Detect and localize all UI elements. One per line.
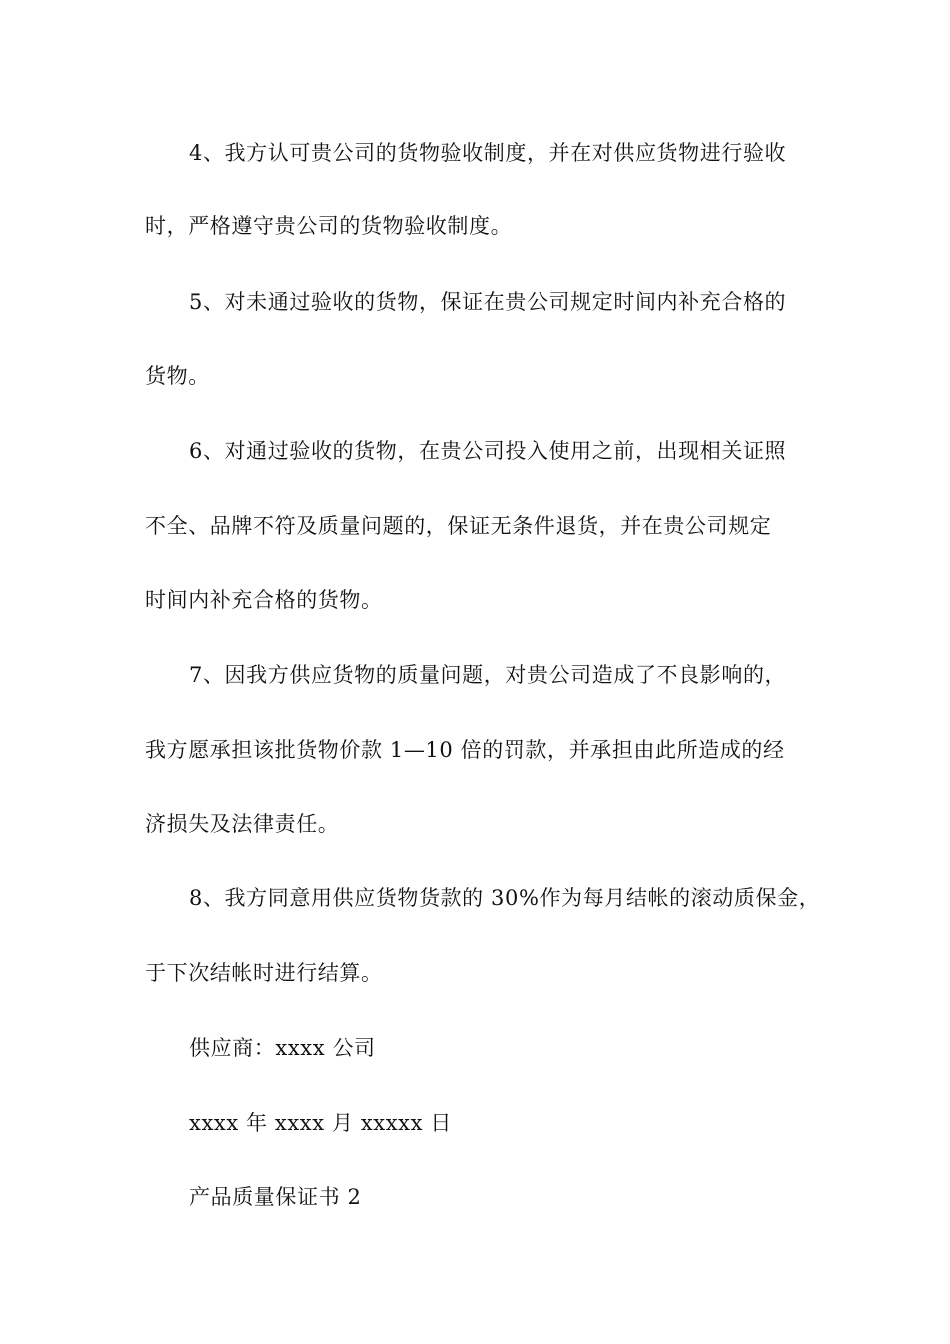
clause-5-line-1: 5、对未通过验收的货物，保证在贵公司规定时间内补充合格的: [189, 290, 787, 314]
clause-8-line-2: 于下次结帐时进行结算。: [145, 961, 383, 985]
clause-8-line-1: 8、我方同意用供应货物货款的 30%作为每月结帐的滚动质保金，: [189, 886, 821, 910]
clause-6-line-2: 不全、品牌不符及质量问题的，保证无条件退货，并在贵公司规定: [145, 514, 772, 538]
clause-7-line-2: 我方愿承担该批货物价款 1—10 倍的罚款，并承担由此所造成的经: [145, 738, 785, 762]
clause-5-line-2: 货物。: [145, 364, 210, 388]
clause-4-line-1: 4、我方认可贵公司的货物验收制度，并在对供应货物进行验收: [189, 141, 787, 165]
supplier-line: 供应商：xxxx 公司: [189, 1036, 376, 1060]
clause-4-line-2: 时，严格遵守贵公司的货物验收制度。: [145, 214, 513, 238]
clause-7-line-3: 济损失及法律责任。: [145, 812, 340, 836]
clause-6-line-1: 6、对通过验收的货物，在贵公司投入使用之前，出现相关证照: [189, 439, 787, 463]
clause-6-line-3: 时间内补充合格的货物。: [145, 588, 383, 612]
date-line: xxxx 年 xxxx 月 xxxxx 日: [189, 1111, 452, 1135]
clause-7-line-1: 7、因我方供应货物的质量问题，对贵公司造成了不良影响的，: [189, 663, 787, 687]
next-section-title: 产品质量保证书 2: [189, 1185, 362, 1209]
